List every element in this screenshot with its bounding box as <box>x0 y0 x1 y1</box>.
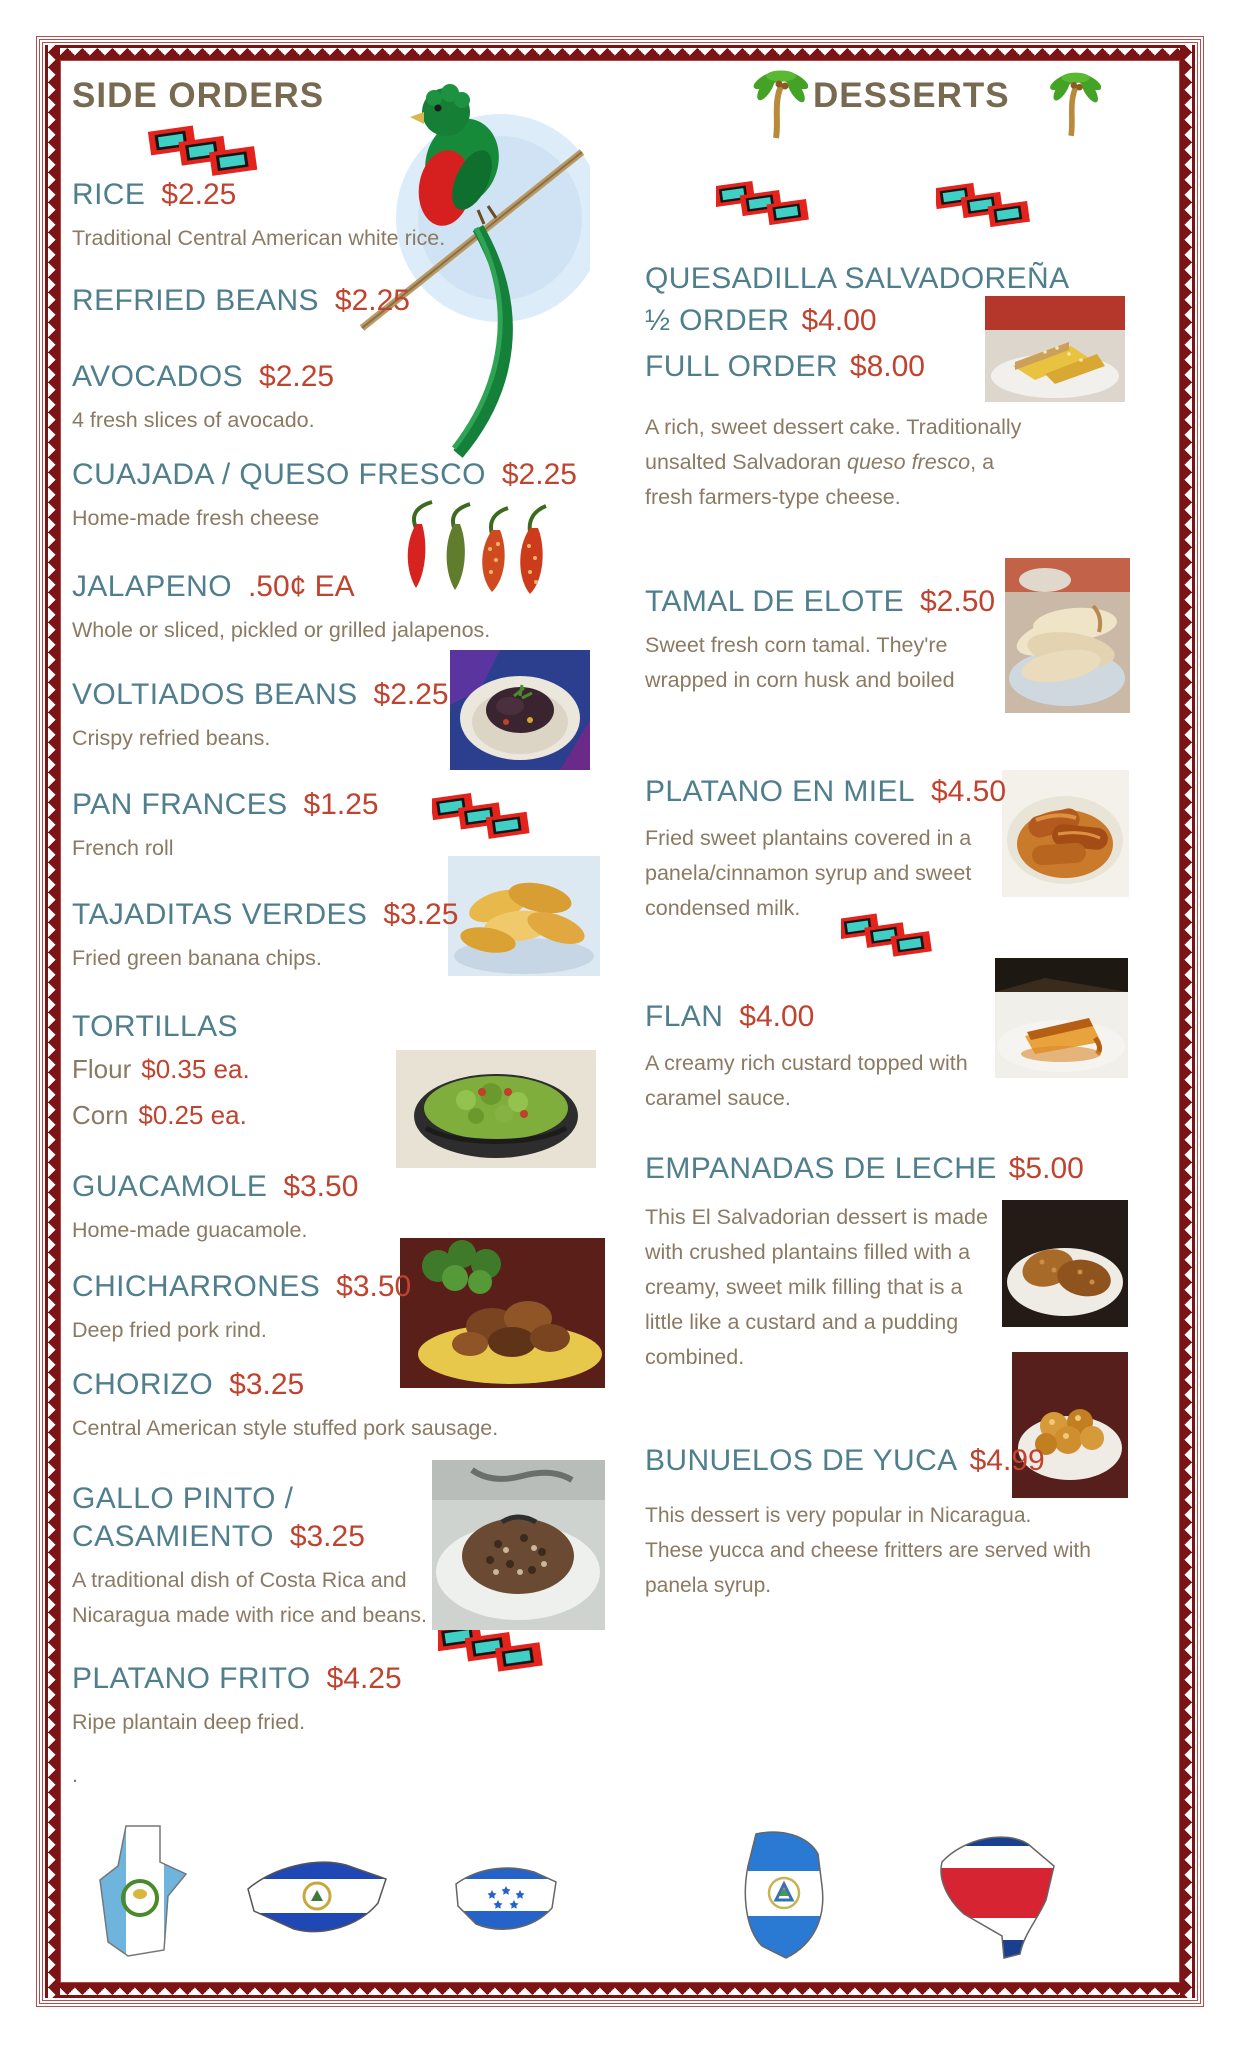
order-price: $4.00 <box>801 304 877 337</box>
item-title <box>72 786 379 824</box>
menu-item-jalapeno <box>72 568 490 648</box>
item-price: $3.25 <box>289 1520 365 1553</box>
item-title <box>72 1660 402 1698</box>
item-description: This dessert is very popular in Nicaragua. <box>645 1504 1032 1527</box>
item-price: $3.25 <box>383 898 459 931</box>
item-price: $4.99 <box>969 1444 1045 1477</box>
half-order-line <box>645 298 1070 344</box>
item-description: Traditional Central American white rice. <box>72 226 446 250</box>
menu-item-rice <box>72 176 445 256</box>
aztec-steps-icon <box>432 788 532 848</box>
flan-photo <box>995 958 1128 1078</box>
item-description: creamy, sweet milk filling that is a <box>645 1275 963 1299</box>
variant-price: $0.35 ea. <box>141 1054 250 1084</box>
stray-period: . <box>72 1763 78 1787</box>
order-price: $8.00 <box>849 350 925 383</box>
item-description: Whole or sliced, pickled or grilled jalapenos. <box>72 618 491 642</box>
full-order-line <box>645 344 1070 390</box>
item-price: $4.25 <box>326 1662 402 1695</box>
item-price: $2.25 <box>161 178 237 211</box>
item-description: Sweet fresh corn tamal. They're <box>645 633 948 657</box>
item-name: CHICHARRONES <box>72 1270 321 1303</box>
item-description: wrapped in corn husk and boiled <box>645 668 955 692</box>
item-price: $5.00 <box>1008 1152 1084 1185</box>
item-description: Home-made fresh cheese <box>72 506 320 530</box>
item-name: AVOCADOS <box>72 360 244 393</box>
menu-item-pan-frances <box>72 786 379 866</box>
costa-rica-flag-map <box>928 1822 1061 1964</box>
item-title <box>72 1366 498 1404</box>
menu-item-cuajada <box>72 456 577 536</box>
item-description: 4 fresh slices of avocado. <box>72 408 315 432</box>
item-description: These yucca and cheese fritters are served with <box>645 1539 1091 1562</box>
item-description: fresh farmers-type cheese. <box>645 485 901 509</box>
item-name: JALAPENO <box>72 570 232 603</box>
item-description: Home-made guacamole. <box>72 1218 308 1242</box>
item-description: Central American style stuffed pork sausage. <box>72 1416 499 1440</box>
item-name: PLATANO FRITO <box>72 1662 311 1695</box>
desc-text: , a <box>970 450 995 474</box>
honduras-flag-map <box>448 1846 563 1948</box>
menu-item-platano-en-miel <box>645 773 1006 926</box>
menu-item-gallo-pinto <box>72 1480 427 1633</box>
item-name: EMPANADAS DE LECHE <box>645 1152 997 1185</box>
variant-price: $0.25 ea. <box>138 1100 247 1130</box>
item-name: CASAMIENTO <box>72 1520 274 1553</box>
item-price: $3.50 <box>283 1170 359 1203</box>
item-description: with crushed plantains filled with a <box>645 1240 971 1264</box>
border-zigzag-top <box>45 45 1195 60</box>
border-zigzag-right <box>1180 45 1195 1998</box>
menu-item-chorizo <box>72 1366 498 1446</box>
palm-tree-icon <box>746 68 808 140</box>
item-title <box>645 998 968 1036</box>
order-label: ½ ORDER <box>645 304 790 337</box>
voltiados-beans-photo <box>450 650 590 770</box>
aztec-steps-icon <box>936 178 1032 236</box>
item-name: GALLO PINTO / <box>72 1482 294 1515</box>
side-orders-heading: SIDE ORDERS <box>72 76 325 115</box>
item-description: A creamy rich custard topped with <box>645 1051 968 1075</box>
item-title-line1 <box>72 1480 427 1518</box>
nicaragua-flag-map <box>722 1826 844 1962</box>
item-description: little like a custard and a pudding <box>645 1310 959 1334</box>
menu-item-tortillas <box>72 1008 250 1138</box>
variant-label: Flour <box>72 1054 132 1084</box>
desc-italic-text: queso fresco <box>847 450 971 474</box>
item-variant-flour <box>72 1046 250 1092</box>
menu-item-avocados <box>72 358 334 438</box>
variant-label: Corn <box>72 1100 129 1130</box>
tamal-photo <box>1005 558 1130 713</box>
item-name: RICE <box>72 178 146 211</box>
item-title <box>72 896 458 934</box>
item-name: FLAN <box>645 1000 724 1033</box>
item-name: QUESADILLA SALVADOREÑA <box>645 262 1070 295</box>
item-title <box>645 583 995 621</box>
item-title <box>645 773 1006 811</box>
border-zigzag-left <box>45 45 60 1998</box>
palm-tree-icon <box>1043 68 1101 140</box>
item-name: CUAJADA / QUESO FRESCO <box>72 458 486 491</box>
item-title <box>72 1168 358 1206</box>
order-label: FULL ORDER <box>645 350 838 383</box>
menu-item-refried-beans <box>72 282 410 320</box>
item-name: VOLTIADOS BEANS <box>72 678 358 711</box>
banana-chips-photo <box>448 856 600 976</box>
item-description: A rich, sweet dessert cake. Traditionally <box>645 415 1022 439</box>
item-name: REFRIED BEANS <box>72 284 319 317</box>
item-price: $3.25 <box>229 1368 305 1401</box>
item-description: panela syrup. <box>645 1574 772 1597</box>
item-description: French roll <box>72 836 174 860</box>
item-title <box>72 1008 250 1046</box>
item-description: Crispy refried beans. <box>72 726 271 750</box>
el-salvador-flag-map <box>238 1845 395 1949</box>
menu-item-guacamole <box>72 1168 358 1248</box>
item-description: This El Salvadorian dessert is made <box>645 1205 988 1229</box>
item-description: caramel sauce. <box>645 1086 791 1110</box>
menu-item-tamal-de-elote <box>645 583 995 698</box>
item-name: TAJADITAS VERDES <box>72 898 368 931</box>
menu-item-tajaditas-verdes <box>72 896 458 976</box>
menu-item-voltiados-beans <box>72 676 449 756</box>
item-title-line2 <box>72 1518 427 1556</box>
item-name: BUNUELOS DE YUCA <box>645 1444 958 1477</box>
item-description: A traditional dish of Costa Rica and <box>72 1568 407 1592</box>
aztec-steps-icon <box>716 176 810 234</box>
platano-en-miel-photo <box>1002 770 1129 897</box>
item-price: $2.25 <box>501 458 577 491</box>
item-name: TORTILLAS <box>72 1010 238 1043</box>
item-title <box>72 568 490 606</box>
item-description: Fried green banana chips. <box>72 946 322 970</box>
item-description: Nicaragua made with rice and beans. <box>72 1603 427 1627</box>
guacamole-photo <box>396 1050 596 1168</box>
item-title <box>645 1150 1084 1188</box>
item-description: combined. <box>645 1345 745 1369</box>
item-price: $4.00 <box>739 1000 815 1033</box>
item-title <box>72 358 334 396</box>
item-name: TAMAL DE ELOTE <box>645 585 904 618</box>
border-zigzag-bottom <box>45 1983 1195 1998</box>
item-title <box>645 1442 1091 1480</box>
item-price: $2.25 <box>373 678 449 711</box>
menu-item-flan <box>645 998 968 1116</box>
item-price: $4.50 <box>930 775 1007 808</box>
item-price: $2.25 <box>259 360 335 393</box>
item-name: GUACAMOLE <box>72 1170 268 1203</box>
desserts-heading: DESSERTS <box>813 76 1010 115</box>
item-title <box>72 1268 411 1306</box>
item-description: Deep fried pork rind. <box>72 1318 267 1342</box>
item-price: .50¢ EA <box>247 570 355 603</box>
item-description <box>645 445 1070 480</box>
item-price: $1.25 <box>303 788 379 821</box>
item-title <box>72 176 445 214</box>
item-price: $3.50 <box>336 1270 412 1303</box>
item-variant-corn <box>72 1092 250 1138</box>
item-description: Ripe plantain deep fried. <box>72 1710 306 1734</box>
menu-item-bunuelos-de-yuca <box>645 1442 1091 1603</box>
menu-item-chicharrones <box>72 1268 411 1348</box>
item-description: Fried sweet plantains covered in a <box>645 826 972 850</box>
gallo-pinto-photo <box>432 1460 605 1630</box>
quetzal-bird-icon <box>350 60 590 460</box>
item-name: PAN FRANCES <box>72 788 288 821</box>
item-title <box>72 676 449 714</box>
item-price: $2.50 <box>920 585 996 618</box>
item-price: $2.25 <box>334 284 410 317</box>
item-name: PLATANO EN MIEL <box>645 775 915 808</box>
item-title <box>72 456 577 494</box>
desc-text: unsalted Salvadoran <box>645 450 848 474</box>
item-title <box>645 260 1070 298</box>
menu-item-platano-frito <box>72 1660 402 1793</box>
item-description: panela/cinnamon syrup and sweet <box>645 861 972 885</box>
menu-item-empanadas-de-leche <box>645 1150 1084 1375</box>
guatemala-flag-map <box>88 1822 202 1960</box>
menu-item-quesadilla-salvadorena <box>645 260 1070 515</box>
item-title <box>72 282 410 320</box>
item-name: CHORIZO <box>72 1368 214 1401</box>
item-description: condensed milk. <box>645 896 801 920</box>
